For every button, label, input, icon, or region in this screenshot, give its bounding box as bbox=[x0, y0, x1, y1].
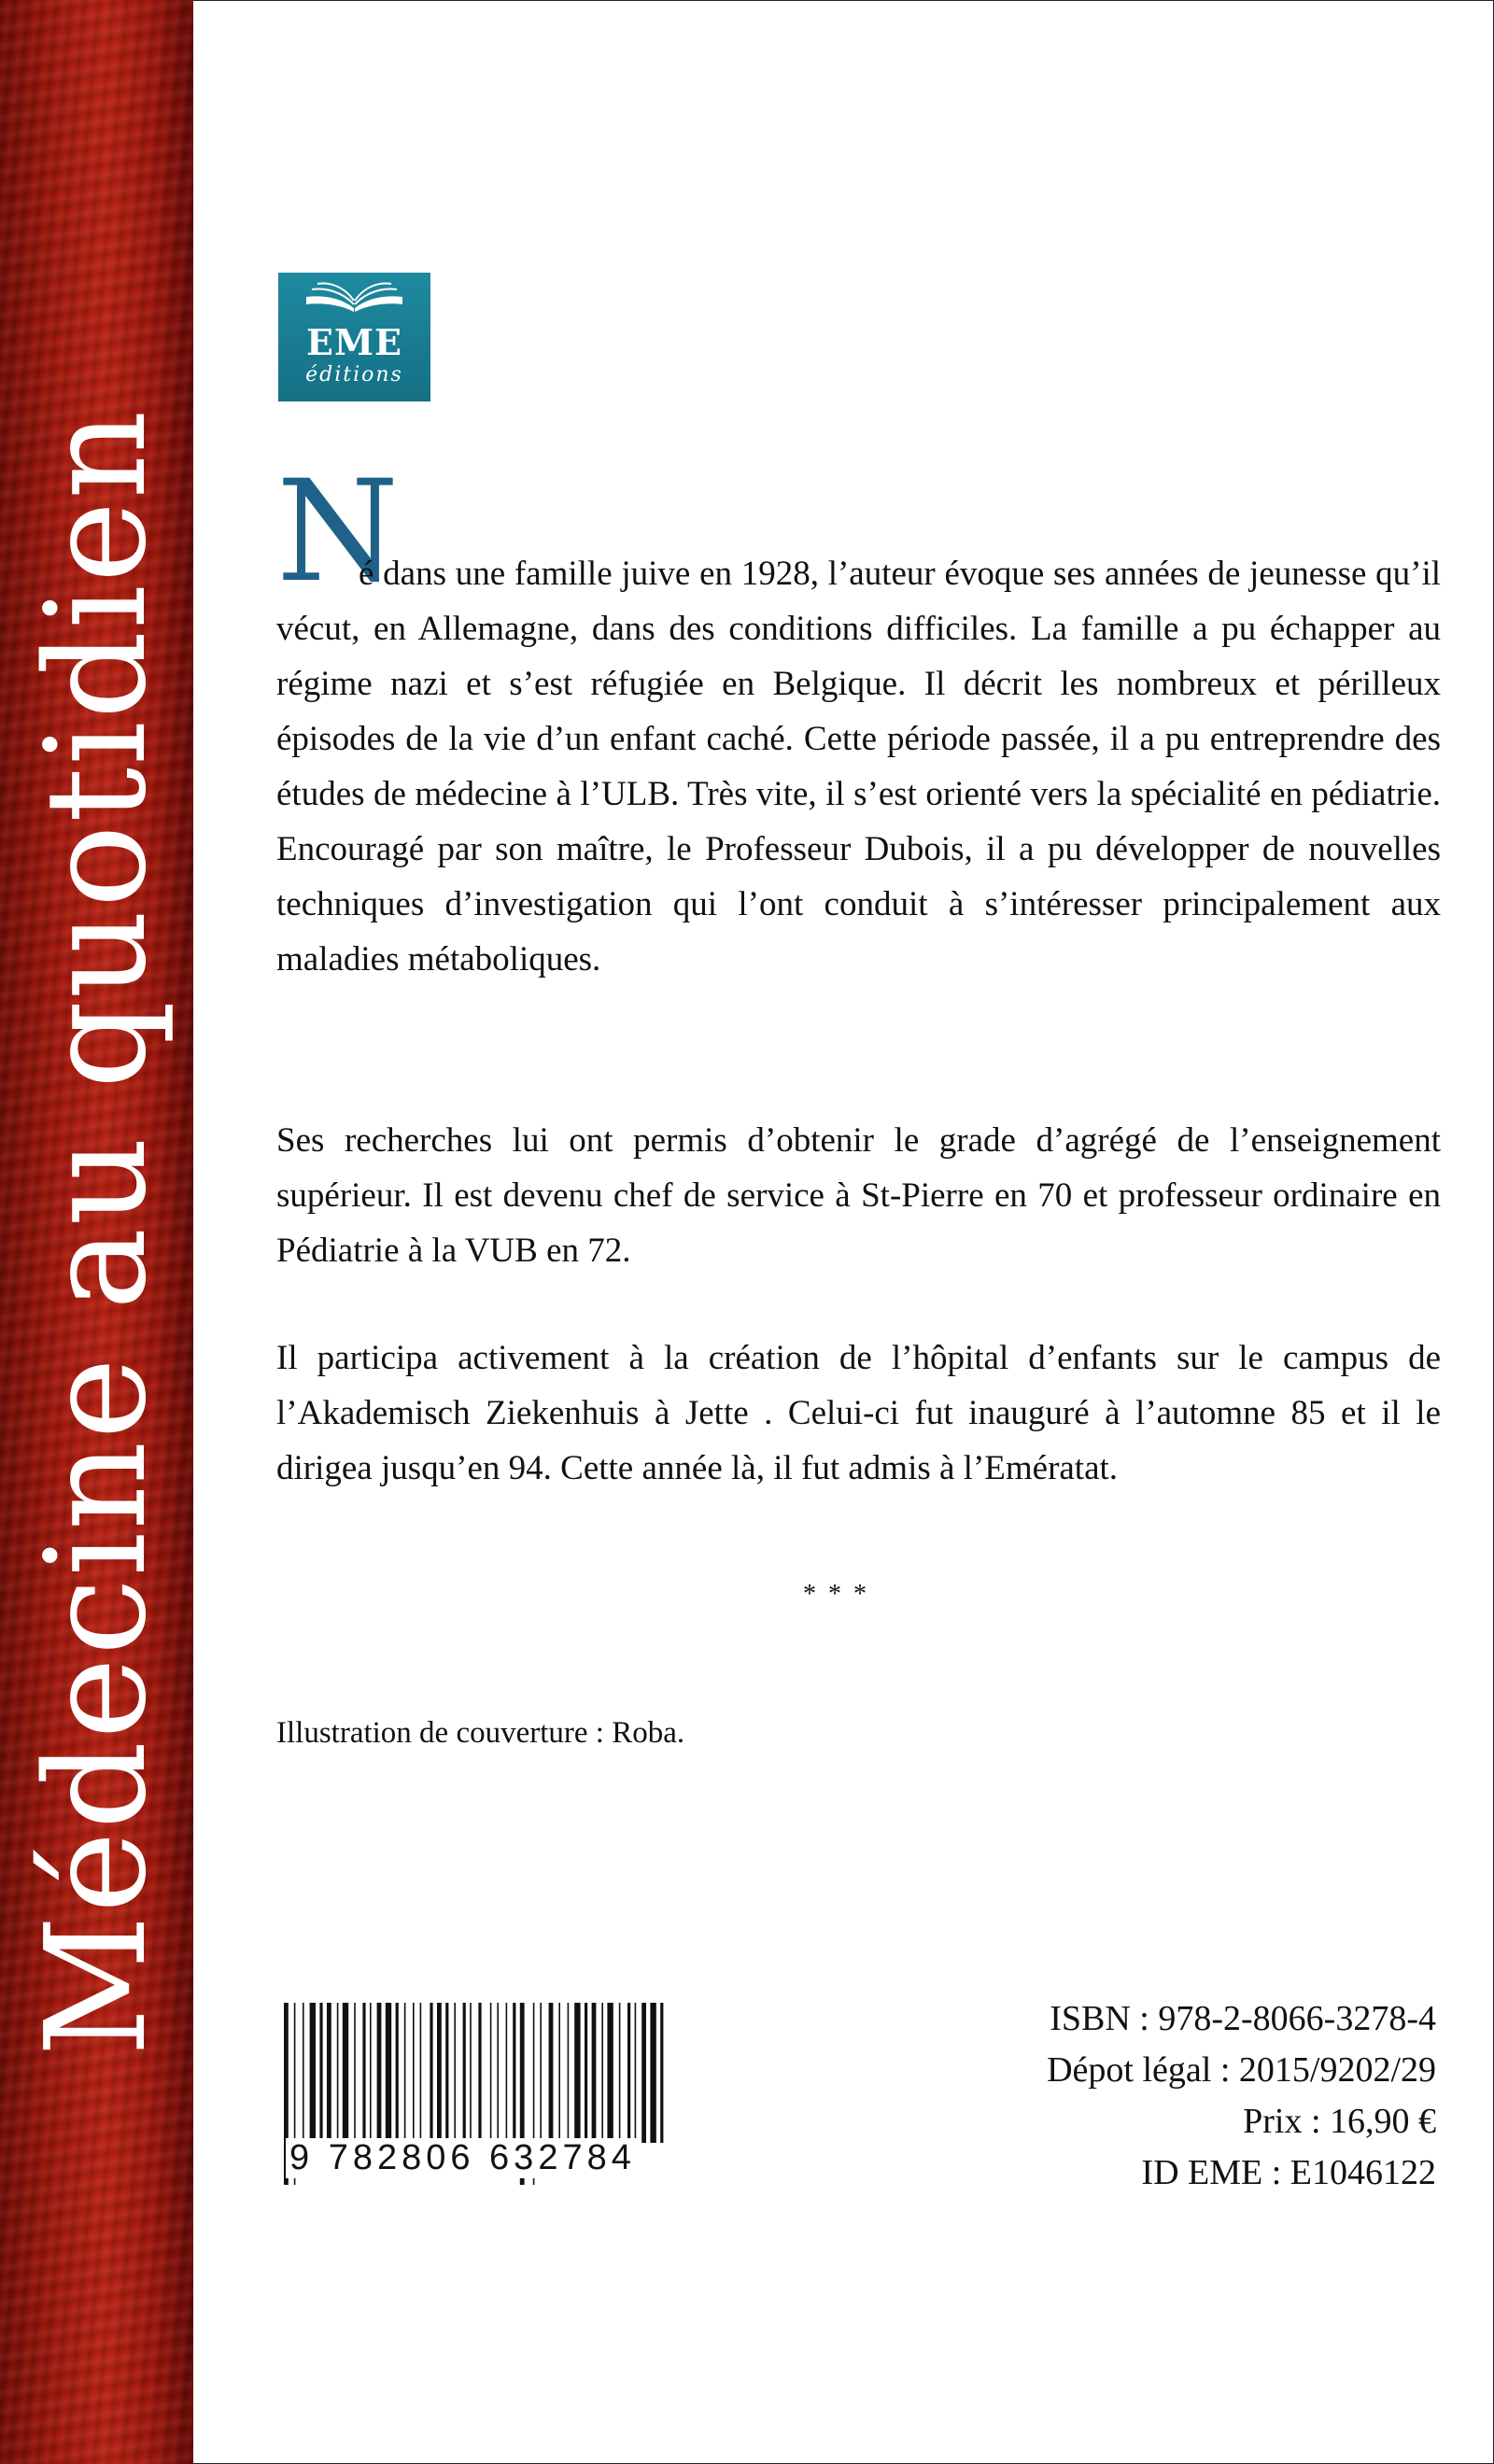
eme-id: ID EME : E1046122 bbox=[1141, 2153, 1436, 2192]
logo-subtitle: éditions bbox=[305, 363, 403, 387]
barcode-bar bbox=[619, 2003, 621, 2143]
open-book-icon bbox=[278, 276, 430, 314]
price: Prix : 16,90 € bbox=[1243, 2102, 1436, 2141]
barcode-bar bbox=[549, 2003, 554, 2143]
barcode-bar bbox=[310, 2003, 316, 2143]
book-info bbox=[1047, 1993, 1436, 2199]
blurb-paragraph-3: Il participa activement à la création de l’hôpital d’enfants sur le campus de l’Akademisch Ziekenhuis à Jette . Celui-ci fut inauguré à l’automne 85 et il le dirigea jusqu’en 94. Cette année là, il fut admis à l’Emératat. bbox=[276, 1339, 1441, 1487]
publisher-logo bbox=[278, 273, 430, 401]
barcode-bar bbox=[607, 2003, 613, 2143]
barcode-bar bbox=[370, 2003, 372, 2143]
barcode-bar bbox=[377, 2003, 382, 2143]
barcode-bar bbox=[497, 2003, 499, 2143]
barcode-bar bbox=[506, 2003, 508, 2143]
blurb-paragraph-1 bbox=[276, 546, 1441, 987]
barcode-bar bbox=[337, 2003, 339, 2143]
barcode-bar bbox=[635, 2003, 637, 2143]
barcode-bar bbox=[420, 2003, 422, 2143]
drop-cap: N bbox=[276, 451, 400, 613]
barcode-bar bbox=[513, 2003, 515, 2143]
barcode-bar bbox=[585, 2003, 587, 2143]
barcode-bar bbox=[343, 2003, 348, 2143]
barcode-bar bbox=[574, 2003, 580, 2143]
cover-credit: Illustration de couverture : Roba. bbox=[276, 1716, 685, 1750]
barcode-bar bbox=[303, 2003, 304, 2143]
barcode-bar bbox=[404, 2003, 406, 2143]
section-separator: * * * bbox=[803, 1580, 869, 1609]
barcode-bar bbox=[641, 2003, 646, 2143]
barcode-bar bbox=[660, 2003, 663, 2143]
barcode-bar bbox=[354, 2003, 356, 2143]
blurb-paragraph-2: Ses recherches lui ont permis d’obtenir le grade d’agrégé de l’enseignement supérieur. Il est devenu chef de service à St-Pierre en 70 et professeur ordinaire en Pédiatrie à la VUB en 72. bbox=[276, 1121, 1441, 1270]
paragraph-1-text: é dans une famille juive en 1928, l’auteur évoque ses années de jeunesse qu’il vécut, en Allemagne, dans des conditions difficiles. La famille a pu échapper au régime nazi et s’est réfugiée en Belgique. Il décrit les nombreux et périlleux épisodes de la vie d’un enfant caché. Cette période passée, il a pu entreprendre des études de médecine à l’ULB. Très vite, il s’est orienté vers la spécialité en pédiatrie. Encouragé par son maître, le Professeur Dubois, il a pu développer de nouvelles techniques d’investigation qui l’ont conduit à s’intéresser principalement aux maladies métaboliques. bbox=[276, 555, 1441, 979]
barcode-bar bbox=[627, 2003, 630, 2143]
barcode-bar bbox=[478, 2003, 481, 2143]
barcode-bar bbox=[540, 2003, 542, 2143]
logo-name: EME bbox=[306, 321, 402, 363]
barcode-bar bbox=[601, 2003, 603, 2143]
barcode-bar bbox=[319, 2003, 322, 2143]
barcode-bar bbox=[568, 2003, 570, 2143]
barcode-bar bbox=[413, 2003, 415, 2143]
barcode-bar bbox=[430, 2003, 432, 2143]
barcode-bar bbox=[454, 2003, 456, 2143]
barcode-bar bbox=[592, 2003, 597, 2143]
legal-deposit: Dépot légal : 2015/9202/29 bbox=[1047, 2050, 1436, 2090]
barcode-bar bbox=[490, 2003, 492, 2143]
barcode-bar bbox=[396, 2003, 399, 2143]
barcode-bar bbox=[445, 2003, 448, 2143]
barcode-bar bbox=[650, 2003, 655, 2143]
isbn: ISBN : 978-2-8066-3278-4 bbox=[1050, 1999, 1436, 2038]
barcode-bar bbox=[386, 2003, 391, 2143]
barcode-number: 9 782806 632784 bbox=[286, 2138, 640, 2178]
spine-title: Médecine au quotidien bbox=[16, 408, 176, 2057]
barcode-bar bbox=[470, 2003, 472, 2143]
barcode-bar bbox=[327, 2003, 331, 2143]
barcode-bar bbox=[463, 2003, 466, 2143]
barcode-bar bbox=[558, 2003, 560, 2143]
barcode-bar bbox=[437, 2003, 442, 2143]
barcode-bar bbox=[362, 2003, 365, 2143]
spine bbox=[0, 0, 193, 2464]
